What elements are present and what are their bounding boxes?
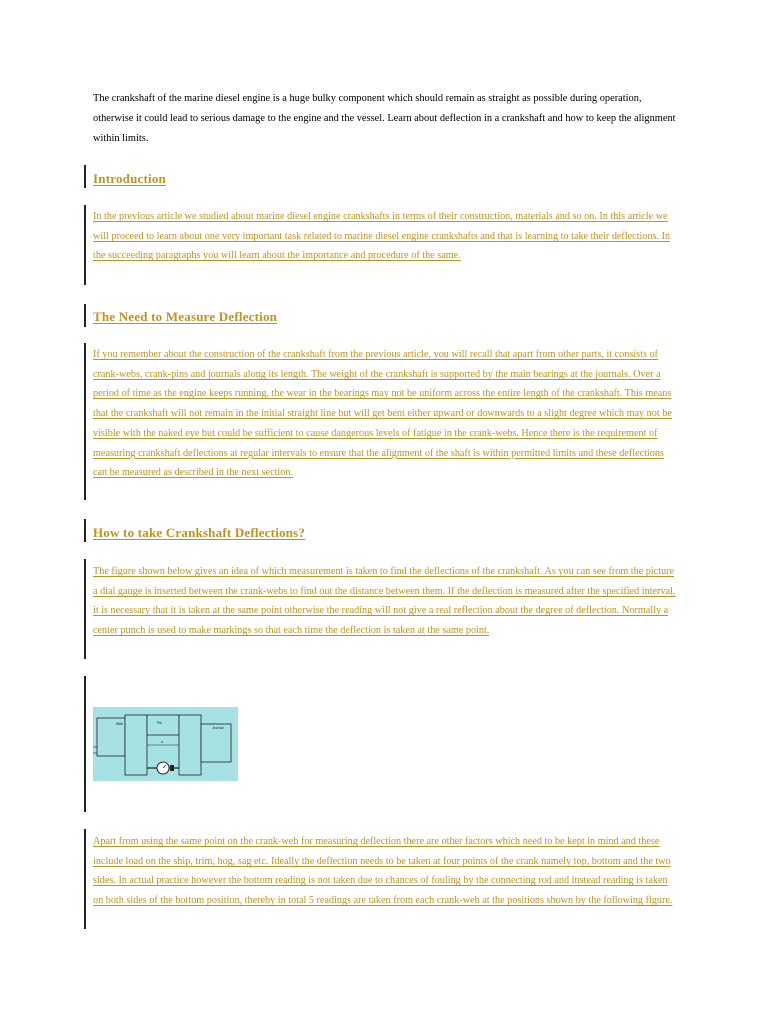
heading-need-to-measure[interactable]: The Need to Measure Deflection [93,309,278,324]
heading-introduction[interactable]: Introduction [93,171,166,186]
section-bar-introduction [84,165,86,188]
intro-paragraph: The crankshaft of the marine diesel engine is a huge bulky component which should remain as straight as possible during operation, otherwise it could lead to serious damage to the engine and the vessel. Learn about deflection in a crankshaft and how to keep the alignment within limits. [93,93,676,144]
how-body-link[interactable]: The figure shown below gives an idea of which measurement is taken to find the deflections of the crankshaft. As you can see from the picture a dial gauge is inserted between the crank-webs to find out the distance between them. If the deflection is measured after the specified interval, it is necessary that it is taken at the same point otherwise the reading will not give a real reflection about the degree of deflection. Normally a center punch is used to make markings so that each time the deflection is taken at the same point. [93,566,676,637]
closing-body-link[interactable]: Apart from using the same point on the crank-web for measuring deflection there are other factors which need to be kept in mind and these include load on the ship, trim, hog, sag etc. Ideally the deflection needs to be taken at four points of the crank namely top, bottom and the two sides. In actual practice however the bottom reading is not taken due to chances of fouling by the connecting rod and instead reading is taken on both sides of the bottom position, thereby in total 5 readings are taken from each crank-web at the positions shown by the following figure. [93,836,673,907]
label-web: Web [116,722,124,726]
section-bar-introduction-body [84,205,86,285]
heading-how-to-take[interactable]: How to take Crankshaft Deflections? [93,525,306,540]
crankshaft-deflection-figure [93,707,238,781]
section-bar-how [84,519,86,542]
label-pin: Pin [157,721,163,725]
label-journal: Journal [212,726,224,730]
label-distance: d [161,740,163,744]
section-bar-closing [84,829,86,929]
section-bar-how-body [84,559,86,659]
crankshaft-diagram [93,707,238,781]
section-bar-need-body [84,343,86,500]
need-body-link[interactable]: If you remember about the construction of the crankshaft from the previous article, you will recall that apart from other parts, it consists of crank-webs, crank-pins and journals along its length. The weight of the crankshaft is supported by the main bearings at the journals. Over a period of time as the engine keeps running, the wear in the bearings may not be uniform across the entire length of the crankshaft. This means that the crankshaft will not remain in the initial straight line but will get bent either upward or downwards to a slight degree which may not be visible with the naked eye but could be sufficient to cause dangerous levels of fatigue in the crank-webs. Hence there is the requirement of measuring crankshaft deflections at regular intervals to ensure that the alignment of the shaft is within permitted limits and these deflections can be measured as described in the next section. [93,349,672,479]
section-bar-need [84,304,86,327]
section-bar-figure [84,676,86,812]
introduction-body-link[interactable]: In the previous article we studied about marine diesel engine crankshafts in terms of their construction, materials and so on. In this article we will proceed to learn about one very important task related to marine diesel engine crankshafts and that is learning to take their deflections. In the succeeding paragraphs you will learn about the importance and procedure of the same. [93,211,671,262]
